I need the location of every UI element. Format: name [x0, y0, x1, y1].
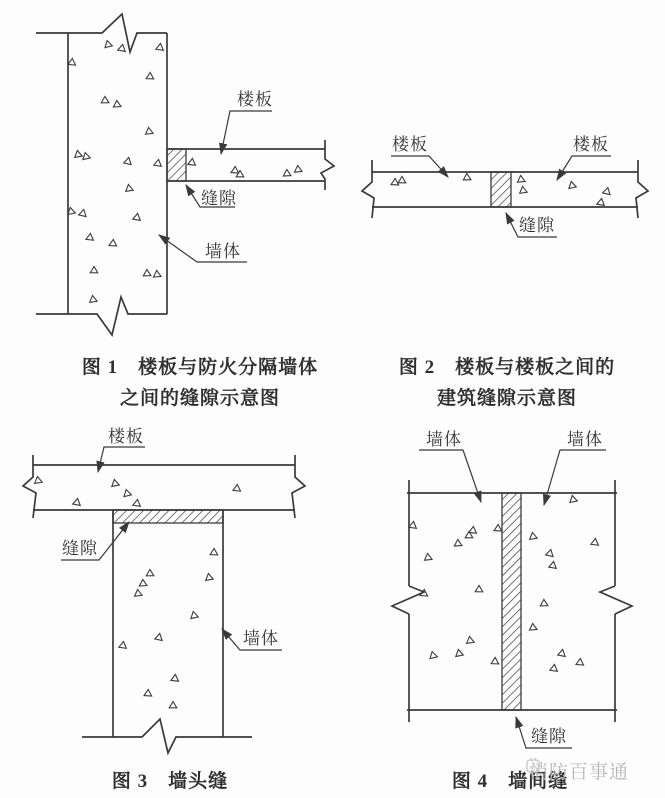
fig3-bottom-break-line — [82, 719, 252, 753]
fig4-wall-right-label: 墙体 — [567, 430, 603, 449]
aggregate-triangle — [591, 538, 599, 545]
aggregate-triangle — [455, 649, 464, 657]
aggregate-triangle — [156, 43, 164, 50]
fig1-wall-label: 墙体 — [205, 242, 241, 261]
aggregate-triangle — [86, 233, 94, 240]
aggregate-triangle — [409, 521, 418, 529]
aggregate-triangle — [569, 495, 578, 503]
fig2-caption-line2: 建筑缝隙示意图 — [436, 388, 577, 409]
fig1-caption-line1: 图 1 楼板与防火分隔墙体 — [81, 357, 319, 378]
fig2-slab-left-leader — [391, 156, 448, 177]
fig2-slab-right-label: 楼板 — [573, 135, 609, 154]
aggregate-triangle — [89, 295, 97, 302]
fig4-wall-right-leader — [544, 450, 606, 505]
aggregate-triangle — [188, 158, 196, 165]
aggregate-triangle — [428, 651, 437, 659]
aggregate-triangle — [90, 266, 98, 273]
aggregate-triangle — [549, 561, 558, 569]
aggregate-triangle — [73, 498, 82, 506]
aggregate-triangle — [294, 165, 302, 172]
aggregate-triangle — [119, 641, 128, 649]
aggregate-triangle — [529, 532, 538, 540]
fig3-slab-label: 楼板 — [108, 427, 144, 446]
aggregate-triangle — [454, 539, 462, 546]
aggregate-triangle — [576, 658, 584, 665]
fig4-gap-label: 缝隙 — [531, 727, 567, 746]
aggregate-triangle — [550, 664, 558, 671]
fig4-right-break — [600, 586, 632, 614]
aggregate-triangle — [101, 96, 109, 103]
fig1-gap-label: 缝隙 — [201, 189, 237, 208]
fig1-gap-hatch — [167, 149, 186, 181]
fig1-caption-line2: 之间的缝隙示意图 — [119, 388, 280, 409]
fig3-wall-label: 墙体 — [243, 629, 279, 648]
aggregate-triangle — [143, 269, 151, 276]
aggregate-triangle — [398, 176, 406, 182]
aggregate-triangle — [34, 476, 42, 483]
fig1-structure — [36, 14, 334, 335]
aggregate-triangle — [546, 549, 555, 557]
fig1-slab-right-break — [321, 140, 334, 190]
aggregate-triangle — [463, 173, 471, 180]
aggregate-triangle — [540, 599, 548, 606]
aggregate-triangle — [68, 58, 76, 65]
aggregate-triangle — [146, 72, 154, 79]
fig4-wall-left-leader — [419, 450, 481, 502]
aggregate-triangle — [475, 585, 483, 592]
fig4-gap-hatch — [502, 493, 521, 710]
fig4-left-break — [392, 586, 424, 614]
aggregate-triangle — [144, 689, 152, 696]
fig2-slab-right-leader — [557, 156, 611, 180]
aggregate-triangle — [146, 569, 154, 576]
aggregate-triangle — [171, 674, 179, 681]
fig3-gap-label: 缝隙 — [62, 539, 98, 558]
aggregate-triangle — [155, 633, 164, 641]
fig2-left-break — [362, 160, 374, 218]
fig1-slab-label: 楼板 — [237, 90, 273, 109]
aggregate-triangle — [113, 100, 121, 107]
fig3-slab-leader — [98, 447, 145, 472]
aggregate-triangle — [466, 636, 474, 643]
aggregate-triangle — [231, 166, 239, 173]
fig1-top-break-line — [36, 14, 167, 52]
aggregate-triangle — [529, 623, 537, 630]
aggregate-triangle — [122, 489, 131, 497]
aggregate-triangle — [424, 553, 432, 560]
fig4-caption: 图 4 墙间缝 — [451, 771, 569, 792]
fig2-structure — [362, 160, 648, 218]
fig2-right-break — [636, 160, 648, 218]
aggregate-triangle — [189, 611, 198, 619]
aggregate-triangle — [133, 213, 142, 221]
aggregate-triangle — [118, 44, 127, 52]
aggregate-triangle — [124, 157, 133, 165]
fig1-bottom-break-line — [36, 297, 167, 335]
fig4-structure — [392, 480, 632, 722]
aggregate-triangle — [568, 181, 577, 189]
aggregate-triangle — [109, 239, 117, 246]
aggregate-triangle — [597, 198, 606, 206]
aggregate-triangle — [558, 649, 567, 657]
aggregate-triangle — [519, 186, 528, 194]
aggregate-triangle — [145, 127, 153, 134]
aggregate-triangle — [491, 657, 499, 664]
aggregate-triangle — [134, 589, 142, 596]
fig2-caption-line1: 图 2 楼板与楼板之间的 — [398, 357, 616, 378]
aggregate-triangle — [283, 169, 291, 176]
aggregate-triangle — [210, 548, 218, 555]
aggregate-triangle — [139, 579, 147, 586]
fig3-caption: 图 3 墙头缝 — [111, 771, 229, 792]
aggregate-triangle — [391, 178, 399, 185]
fig4-wall-left-label: 墙体 — [426, 430, 462, 449]
aggregate-triangle — [169, 701, 177, 707]
aggregate-triangle — [205, 573, 214, 581]
aggregate-triangle — [81, 152, 90, 160]
aggregate-triangle — [494, 524, 502, 531]
fig1-callout-leaders — [159, 111, 272, 262]
fig1-slab-leader — [221, 111, 272, 154]
watermark — [526, 757, 629, 784]
aggregate-triangle — [233, 484, 241, 491]
aggregate-triangle — [79, 209, 88, 217]
fig3-structure — [23, 455, 305, 753]
aggregate-triangle — [133, 499, 141, 506]
aggregate-triangle — [469, 526, 477, 533]
fig2-gap-hatch — [491, 172, 511, 207]
aggregate-triangle — [111, 479, 120, 487]
aggregate-triangle — [125, 184, 134, 192]
aggregate-triangle — [603, 187, 612, 195]
aggregate-triangle — [153, 270, 161, 277]
watermark-text: 消防百事通 — [529, 762, 630, 783]
fig1-caption — [58, 352, 342, 414]
aggregate-triangle — [103, 40, 112, 48]
aggregate-triangle — [154, 159, 163, 167]
fig2-slab-left-label: 楼板 — [392, 135, 428, 154]
fig3-gap-hatch — [113, 510, 223, 523]
fig2-caption — [365, 352, 649, 414]
fig2-gap-label: 缝隙 — [519, 216, 555, 235]
aggregate-triangle — [517, 175, 525, 182]
aggregate-triangle — [74, 150, 83, 158]
